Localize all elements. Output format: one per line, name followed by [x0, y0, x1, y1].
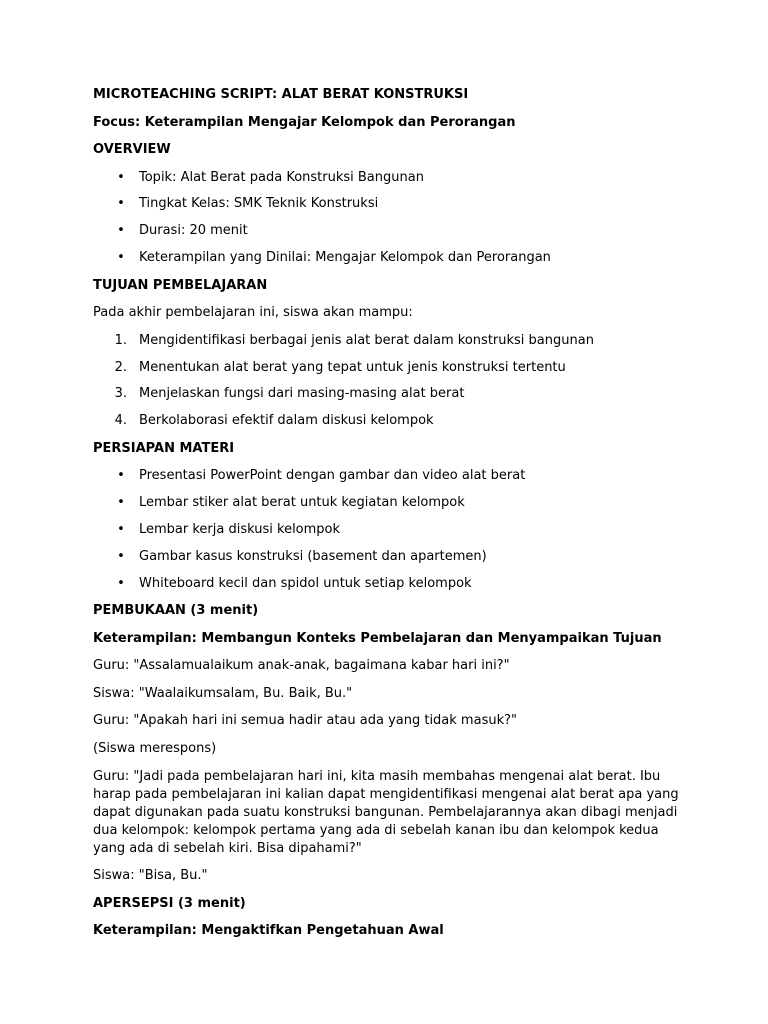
- list-item: [93, 360, 683, 377]
- list-item: [93, 196, 683, 213]
- list-item-text: Gambar kasus konstruksi (basement dan apartemen): [139, 549, 487, 565]
- bullet-icon: •: [117, 495, 125, 511]
- list-item-text: Lembar stiker alat berat untuk kegiatan kelompok: [139, 495, 465, 511]
- list-item: [93, 495, 683, 512]
- list-item: [93, 576, 683, 593]
- list-item-text: Durasi: 20 menit: [139, 223, 248, 239]
- bullet-icon: •: [117, 468, 125, 484]
- list-item: [93, 333, 683, 350]
- list-number: 4.: [114, 413, 127, 429]
- list-item: [93, 549, 683, 566]
- bullet-icon: •: [117, 549, 125, 565]
- list-item-text: Mengidentifikasi berbagai jenis alat berat dalam konstruksi bangunan: [139, 332, 594, 348]
- bullet-icon: •: [117, 169, 125, 185]
- list-item: [93, 250, 683, 267]
- list-item-text: Topik: Alat Berat pada Konstruksi Bangunan: [139, 169, 424, 185]
- bullet-icon: •: [117, 522, 125, 538]
- dialogue-line: (Siswa merespons): [93, 740, 217, 756]
- section-heading-overview: OVERVIEW: [93, 142, 171, 157]
- persiapan-list: [93, 468, 683, 592]
- list-item: [93, 522, 683, 539]
- list-item-text: Presentasi PowerPoint dengan gambar dan video alat berat: [139, 468, 526, 484]
- document-focus: Focus: Keterampilan Mengajar Kelompok dan Perorangan: [93, 114, 516, 130]
- overview-list: [93, 170, 683, 267]
- list-item: [93, 170, 683, 187]
- dialogue-line: Guru: "Assalamualaikum anak-anak, bagaimana kabar hari ini?": [93, 658, 510, 674]
- section-heading-tujuan: TUJUAN PEMBELAJARAN: [93, 277, 268, 293]
- document-page: [93, 87, 683, 951]
- list-item-text: Tingkat Kelas: SMK Teknik Konstruksi: [139, 196, 379, 212]
- dialogue-line: Siswa: "Waalaikumsalam, Bu. Baik, Bu.": [93, 685, 353, 701]
- list-item-text: Menentukan alat berat yang tepat untuk jenis konstruksi tertentu: [139, 359, 566, 375]
- list-item-text: Whiteboard kecil dan spidol untuk setiap kelompok: [139, 575, 472, 591]
- list-item: [93, 223, 683, 240]
- bullet-icon: •: [117, 250, 125, 266]
- tujuan-intro: Pada akhir pembelajaran ini, siswa akan mampu:: [93, 305, 413, 321]
- dialogue-paragraph: Guru: "Jadi pada pembelajaran hari ini, kita masih membahas mengenai alat berat. Ibu harap pada pembelajaran ini kalian dapat mengidentifikasi mengenai alat berat apa yang dapat digunakan pada suatu konstruksi bangunan. Pembelajarannya akan dibagi menjadi dua kelompok: kelompok pertama yang ada di sebelah kanan ibu dan kelompok kedua yang ada di sebelah kiri. Bisa dipahami?": [93, 769, 679, 856]
- document-title: MICROTEACHING SCRIPT: ALAT BERAT KONSTRUKSI: [93, 87, 469, 102]
- list-item-text: Menjelaskan fungsi dari masing-masing alat berat: [139, 386, 465, 402]
- list-item: [93, 386, 683, 403]
- list-item-text: Berkolaborasi efektif dalam diskusi kelompok: [139, 413, 434, 429]
- bullet-icon: •: [117, 575, 125, 591]
- list-item-text: Keterampilan yang Dinilai: Mengajar Kelompok dan Perorangan: [139, 250, 551, 266]
- list-number: 3.: [114, 386, 127, 402]
- pembukaan-skill: Keterampilan: Membangun Konteks Pembelajaran dan Menyampaikan Tujuan: [93, 630, 662, 646]
- dialogue-line: Siswa: "Bisa, Bu.": [93, 868, 208, 884]
- bullet-icon: •: [117, 223, 125, 239]
- list-item-text: Lembar kerja diskusi kelompok: [139, 522, 341, 538]
- section-heading-apersepsi: APERSEPSI (3 menit): [93, 895, 246, 911]
- section-heading-pembukaan: PEMBUKAAN (3 menit): [93, 603, 259, 619]
- tujuan-list: [93, 333, 683, 430]
- dialogue-line: Guru: "Apakah hari ini semua hadir atau ada yang tidak masuk?": [93, 713, 517, 729]
- list-number: 2.: [114, 359, 127, 375]
- list-item: [93, 413, 683, 430]
- list-item: [93, 468, 683, 485]
- apersepsi-skill: Keterampilan: Mengaktifkan Pengetahuan Awal: [93, 923, 444, 939]
- section-heading-persiapan: PERSIAPAN MATERI: [93, 440, 235, 456]
- bullet-icon: •: [117, 196, 125, 212]
- list-number: 1.: [114, 332, 127, 348]
